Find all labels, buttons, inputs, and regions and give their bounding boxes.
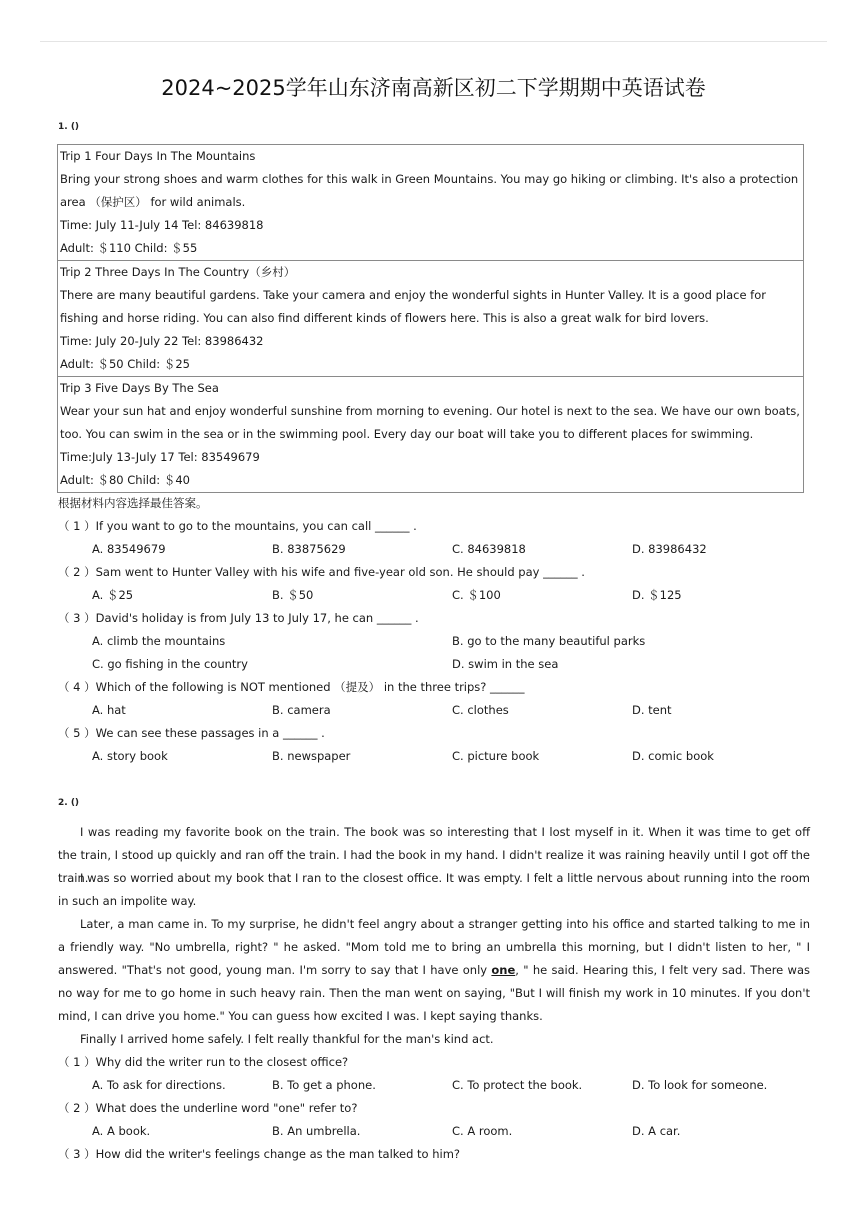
q2-1-option-d[interactable]: D. To look for someone. [632, 1078, 768, 1092]
trips-table [57, 144, 804, 493]
q2-2-option-a[interactable]: A. A book. [92, 1124, 151, 1138]
q1-3-option-b[interactable]: B. go to the many beautiful parks [452, 634, 646, 648]
passage-paragraph-3 [58, 913, 810, 1028]
q1-2-option-a[interactable]: A. ＄25 [92, 588, 134, 602]
trip-3-time: Time:July 13-July 17 Tel: 83549679 [60, 450, 260, 464]
q1-5-option-d[interactable]: D. comic book [632, 749, 714, 763]
q1-2-option-b[interactable]: B. ＄50 [272, 588, 314, 602]
q1-4-option-a[interactable]: A. hat [92, 703, 126, 717]
q1-2-option-c[interactable]: C. ＄100 [452, 588, 501, 602]
trip-1 [58, 145, 803, 260]
paragraph-3-part-2: , " he said. Hearing this, I felt very sad. There was no way for me to go home in such heavy rain. Then the man went on saying, "But I will finish my work in 10 minutes. If you don't mind, I can drive you home." You can guess how excited I was. I kept saying thanks. [58, 963, 810, 1023]
q2-stem-2: （ 2 ）What does the underline word "one" refer to? [58, 1101, 358, 1115]
header-rule [40, 41, 827, 42]
q2-stem-1: （ 1 ）Why did the writer run to the closest office? [58, 1055, 349, 1069]
trip-2 [58, 260, 803, 376]
q1-stem-1: （ 1 ）If you want to go to the mountains, you can call ______ . [58, 519, 417, 533]
trip-2-time: Time: July 20-July 22 Tel: 83986432 [60, 334, 264, 348]
q1-1-option-b[interactable]: B. 83875629 [272, 542, 346, 556]
q2-1-option-a[interactable]: A. To ask for directions. [92, 1078, 226, 1092]
paragraph-3-part-1: Later, a man came in. To my surprise, he didn't feel angry about a stranger getting into his office and started talking to me in a friendly way. "No umbrella, right? " he asked. "Mom told me to bring an umbrella this morning, but I didn't listen to her, " I answered. "That's not good, young man. I'm sorry to say that I have only [58, 917, 810, 977]
q1-5-option-c[interactable]: C. picture book [452, 749, 540, 763]
page-title: 2024~2025学年山东济南高新区初二下学期期中英语试卷 [161, 76, 706, 100]
q1-4-option-d[interactable]: D. tent [632, 703, 672, 717]
underlined-word-one: one [491, 963, 516, 977]
q1-stem-4: （ 4 ）Which of the following is NOT mentioned （提及） in the three trips? ______ [58, 680, 525, 694]
q1-1-option-d[interactable]: D. 83986432 [632, 542, 707, 556]
trip-3-description: Wear your sun hat and enjoy wonderful sunshine from morning to evening. Our hotel is next to the sea. We have our own boats, too. You can swim in the sea or in the swimming pool. Every day our boat will take you to different places for swimming. [60, 404, 800, 441]
q1-4-option-b[interactable]: B. camera [272, 703, 331, 717]
instruction: 根据材料内容选择最佳答案。 [58, 496, 208, 510]
q1-3-option-c[interactable]: C. go fishing in the country [92, 657, 248, 671]
trip-2-price: Adult: ＄50 Child: ＄25 [60, 357, 190, 371]
q1-5-option-b[interactable]: B. newspaper [272, 749, 351, 763]
trip-1-heading: Trip 1 Four Days In The Mountains [60, 149, 256, 163]
trip-3-heading: Trip 3 Five Days By The Sea [60, 381, 219, 395]
trip-1-description: Bring your strong shoes and warm clothes for this walk in Green Mountains. You may go hiking or climbing. It's also a protection area （保护区） for wild animals. [60, 172, 799, 209]
passage-paragraph-1: I was reading my favorite book on the train. The book was so interesting that I lost myself in it. When it was time to get off the train, I stood up quickly and ran off the train. I had the book in my hand. I didn't realize it was raining heavily until I got off the train. [58, 825, 810, 885]
q2-1-option-c[interactable]: C. To protect the book. [452, 1078, 583, 1092]
q2-2-option-b[interactable]: B. An umbrella. [272, 1124, 361, 1138]
trip-3-price: Adult: ＄80 Child: ＄40 [60, 473, 190, 487]
passage-paragraph-2: I was so worried about my book that I ran to the closest office. It was empty. I felt a little nervous about running into the room in such an impolite way. [58, 871, 810, 908]
q2-2-option-c[interactable]: C. A room. [452, 1124, 513, 1138]
q1-3-option-d[interactable]: D. swim in the sea [452, 657, 559, 671]
q1-4-option-c[interactable]: C. clothes [452, 703, 509, 717]
question-2-label: 2. () [58, 798, 80, 808]
q2-1-option-b[interactable]: B. To get a phone. [272, 1078, 376, 1092]
q1-stem-2: （ 2 ）Sam went to Hunter Valley with his wife and five-year old son. He should pay ______ . [58, 565, 585, 579]
trip-1-price: Adult: ＄110 Child: ＄55 [60, 241, 198, 255]
q1-1-option-c[interactable]: C. 84639818 [452, 542, 526, 556]
trip-1-time: Time: July 11-July 14 Tel: 84639818 [60, 218, 264, 232]
trip-3 [58, 376, 803, 492]
q2-2-option-d[interactable]: D. A car. [632, 1124, 681, 1138]
trip-2-heading: Trip 2 Three Days In The Country（乡村） [60, 265, 296, 279]
passage-paragraph-4: Finally I arrived home safely. I felt really thankful for the man's kind act. [80, 1032, 494, 1046]
trip-2-description: There are many beautiful gardens. Take your camera and enjoy the wonderful sights in Hunter Valley. It is a good place for fishing and horse riding. You can also find different kinds of flowers here. This is also a great walk for bird lovers. [60, 288, 766, 325]
q1-stem-3: （ 3 ）David's holiday is from July 13 to July 17, he can ______ . [58, 611, 419, 625]
q1-5-option-a[interactable]: A. story book [92, 749, 168, 763]
question-1-label: 1. () [58, 122, 80, 132]
q1-2-option-d[interactable]: D. ＄125 [632, 588, 682, 602]
q1-stem-5: （ 5 ）We can see these passages in a ______ . [58, 726, 325, 740]
q1-1-option-a[interactable]: A. 83549679 [92, 542, 166, 556]
q1-3-option-a[interactable]: A. climb the mountains [92, 634, 226, 648]
q2-stem-3: （ 3 ）How did the writer's feelings change as the man talked to him? [58, 1147, 461, 1161]
